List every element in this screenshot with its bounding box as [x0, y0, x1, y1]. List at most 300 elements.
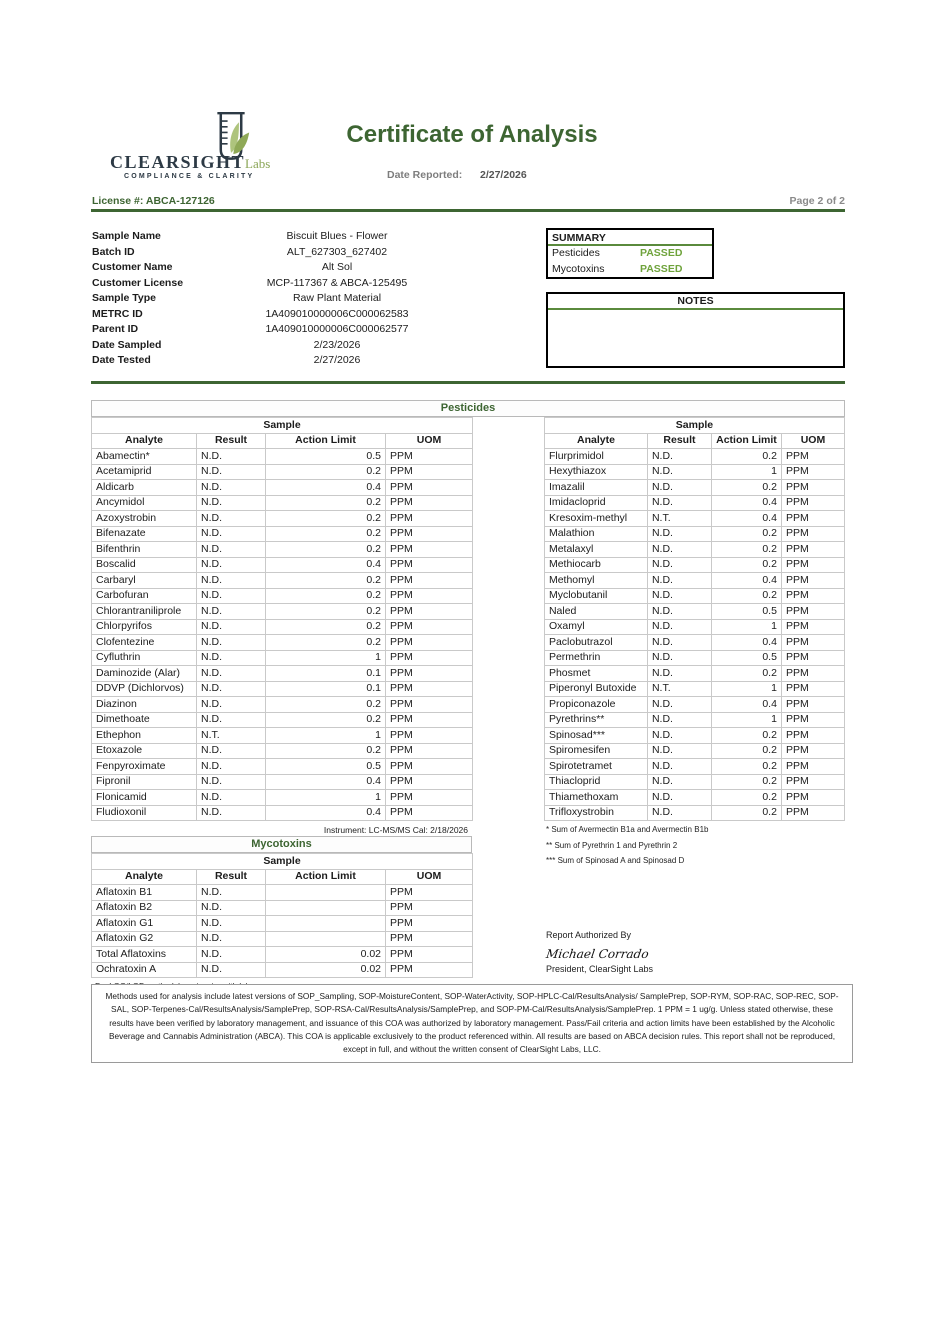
table-row: [544, 728, 844, 744]
result-cell: N.D.: [197, 681, 266, 697]
action-limit-cell: 0.4: [711, 511, 781, 527]
result-cell: N.D.: [197, 947, 266, 963]
analyte-cell: Bifenthrin: [92, 542, 197, 558]
analyte-cell: Flurprimidol: [544, 449, 647, 465]
action-limit-cell: 0.2: [266, 588, 386, 604]
analyte-cell: Propiconazole: [544, 697, 647, 713]
pesticides-table-left: [91, 417, 473, 821]
uom-cell: PPM: [386, 495, 473, 511]
table-row: [92, 916, 473, 932]
table-row: [544, 619, 844, 635]
table-row: [92, 480, 473, 496]
result-cell: N.D.: [197, 743, 266, 759]
sample-header: Sample: [544, 418, 844, 434]
uom-cell: PPM: [781, 619, 844, 635]
result-cell: N.D.: [197, 650, 266, 666]
result-cell: N.D.: [647, 728, 711, 744]
result-cell: N.D.: [647, 619, 711, 635]
action-limit-cell: 1: [711, 712, 781, 728]
table-row: [544, 666, 844, 682]
analyte-cell: Aflatoxin B2: [92, 900, 197, 916]
table-row: [544, 526, 844, 542]
notes-title: NOTES: [548, 294, 843, 310]
summary-row: [548, 262, 712, 278]
action-limit-cell: 0.4: [266, 774, 386, 790]
info-label: Date Tested: [92, 354, 151, 366]
uom-cell: PPM: [781, 449, 844, 465]
analyte-cell: Ochratoxin A: [92, 962, 197, 978]
table-row: [92, 557, 473, 573]
table-row: [92, 511, 473, 527]
analyte-cell: Ancymidol: [92, 495, 197, 511]
uom-cell: PPM: [781, 697, 844, 713]
uom-cell: PPM: [386, 759, 473, 775]
table-row: [92, 588, 473, 604]
action-limit-cell: 0.2: [711, 542, 781, 558]
analyte-cell: Oxamyl: [544, 619, 647, 635]
result-cell: N.D.: [197, 774, 266, 790]
table-row: [544, 805, 844, 821]
uom-cell: PPM: [781, 759, 844, 775]
result-cell: N.D.: [197, 697, 266, 713]
analyte-cell: Spirotetramet: [544, 759, 647, 775]
table-row: [544, 650, 844, 666]
analyte-cell: Naled: [544, 604, 647, 620]
sample-header: Sample: [92, 418, 473, 434]
action-limit-cell: 0.2: [266, 464, 386, 480]
analyte-cell: Malathion: [544, 526, 647, 542]
table-row: [92, 774, 473, 790]
result-cell: N.D.: [647, 712, 711, 728]
uom-cell: PPM: [781, 666, 844, 682]
pesticides-instrument-note: Instrument: LC-MS/MS Cal: 2/18/2026: [323, 825, 468, 835]
action-limit-cell: 0.4: [266, 805, 386, 821]
table-row: [92, 650, 473, 666]
notes-box: [546, 292, 845, 368]
uom-cell: PPM: [781, 635, 844, 651]
column-header-analyte: Analyte: [92, 869, 197, 885]
analyte-cell: Imidacloprid: [544, 495, 647, 511]
uom-cell: PPM: [386, 666, 473, 682]
action-limit-cell: 0.4: [266, 480, 386, 496]
info-row: [92, 229, 472, 245]
table-row: [92, 743, 473, 759]
action-limit-cell: [266, 931, 386, 947]
table-row: [544, 774, 844, 790]
table-row: [544, 790, 844, 806]
action-limit-cell: 0.2: [711, 480, 781, 496]
analyte-cell: Flonicamid: [92, 790, 197, 806]
table-row: [92, 464, 473, 480]
analyte-cell: Carbofuran: [92, 588, 197, 604]
action-limit-cell: 0.2: [266, 495, 386, 511]
analyte-cell: Carbaryl: [92, 573, 197, 589]
result-cell: N.D.: [197, 900, 266, 916]
uom-cell: PPM: [386, 931, 473, 947]
result-cell: N.D.: [197, 557, 266, 573]
analyte-cell: Aldicarb: [92, 480, 197, 496]
uom-cell: PPM: [781, 557, 844, 573]
uom-cell: PPM: [386, 885, 473, 901]
column-header-analyte: Analyte: [92, 433, 197, 449]
action-limit-cell: 1: [711, 681, 781, 697]
table-row: [544, 511, 844, 527]
uom-cell: PPM: [781, 728, 844, 744]
info-row: [92, 307, 472, 323]
action-limit-cell: 0.2: [266, 712, 386, 728]
result-cell: N.D.: [197, 480, 266, 496]
analyte-cell: Myclobutanil: [544, 588, 647, 604]
uom-cell: PPM: [781, 480, 844, 496]
result-cell: N.D.: [197, 526, 266, 542]
info-label: Customer License: [92, 276, 184, 289]
result-cell: N.D.: [197, 666, 266, 682]
action-limit-cell: 0.4: [266, 557, 386, 573]
table-row: [544, 449, 844, 465]
column-header-uom: UOM: [386, 869, 473, 885]
action-limit-cell: 0.2: [266, 743, 386, 759]
analyte-cell: Cyfluthrin: [92, 650, 197, 666]
uom-cell: PPM: [781, 588, 844, 604]
page-title: Certificate of Analysis: [346, 121, 598, 148]
table-row: [92, 604, 473, 620]
table-row: [544, 604, 844, 620]
result-cell: N.D.: [647, 588, 711, 604]
status-badge: PASSED: [640, 262, 683, 275]
info-value: Alt Sol: [321, 261, 353, 273]
action-limit-cell: 0.2: [266, 542, 386, 558]
logo-name: CLEARSIGHT: [110, 152, 246, 172]
analyte-cell: Trifloxystrobin: [544, 805, 647, 821]
analyte-cell: Methiocarb: [544, 557, 647, 573]
action-limit-cell: 0.2: [711, 449, 781, 465]
uom-cell: PPM: [781, 604, 844, 620]
info-label: METRC ID: [92, 307, 143, 320]
result-cell: N.D.: [197, 712, 266, 728]
summary-row: [548, 246, 712, 262]
column-header-uom: UOM: [781, 433, 844, 449]
info-row: [92, 353, 472, 369]
column-header-result: Result: [197, 869, 266, 885]
result-cell: N.D.: [197, 805, 266, 821]
analyte-cell: Total Aflatoxins: [92, 947, 197, 963]
result-cell: N.D.: [647, 480, 711, 496]
result-cell: N.D.: [197, 962, 266, 978]
pesticides-title: Pesticides: [91, 400, 845, 417]
summary-title: SUMMARY: [548, 230, 712, 246]
analyte-cell: Aflatoxin G2: [92, 931, 197, 947]
action-limit-cell: 0.4: [711, 495, 781, 511]
info-value: 1A409010000006C000062583: [265, 307, 409, 320]
action-limit-cell: 0.2: [266, 573, 386, 589]
uom-cell: PPM: [386, 712, 473, 728]
footnote: ** Sum of Pyrethrin 1 and Pyrethrin 2: [546, 840, 678, 850]
uom-cell: PPM: [781, 573, 844, 589]
analyte-cell: Aflatoxin G1: [92, 916, 197, 932]
table-row: [92, 728, 473, 744]
result-cell: N.D.: [197, 916, 266, 932]
info-label: Date Sampled: [92, 338, 162, 351]
column-header-action-limit: Action Limit: [266, 433, 386, 449]
methods-disclaimer: Methods used for analysis include latest versions of SOP_Sampling, SOP-MoistureContent, SOP-WaterActivity, SOP-HPLC-Cal/ResultsAnalysis/ SamplePrep, SOP-RYM, SOP-RAC, SOP-REC, SOP-SAL, SOP-Terpenes-Cal/ResultsAnalysis/SamplePrep, SOP-RSA-Cal/ResultsAnalysis/SamplePrep, and SOP-PM-Cal/ResultsAnalysis/SamplePrep. 1 PPM = 1 ug/g. Unless stated otherwise, these results have been verified by laboratory management, and issuance of this COA was authorized by laboratory management. Pass/Fail criteria and action limits have been established by the Alcoholic Beverage and Cannabis Administration (ABCA). This COA is applicable exclusively to the product referenced within. All results are based on ABCA decision rules. This report shall not be reproduced, except in full, and without the written consent of ClearSight Labs, LLC.: [91, 984, 853, 1063]
info-value: MCP-117367 & ABCA-125495: [266, 276, 408, 289]
result-cell: N.D.: [197, 495, 266, 511]
table-row: [544, 743, 844, 759]
result-cell: N.D.: [647, 790, 711, 806]
uom-cell: PPM: [386, 790, 473, 806]
logo-suffix: Labs: [245, 156, 271, 171]
table-row: [544, 588, 844, 604]
analyte-cell: Metalaxyl: [544, 542, 647, 558]
action-limit-cell: 0.2: [266, 526, 386, 542]
action-limit-cell: 0.2: [711, 743, 781, 759]
action-limit-cell: 0.2: [711, 526, 781, 542]
action-limit-cell: 0.02: [266, 947, 386, 963]
page-number: Page 2 of 2: [789, 195, 845, 207]
action-limit-cell: 0.2: [711, 728, 781, 744]
uom-cell: PPM: [386, 774, 473, 790]
table-row: [92, 805, 473, 821]
result-cell: N.D.: [197, 619, 266, 635]
action-limit-cell: 0.2: [711, 774, 781, 790]
uom-cell: PPM: [781, 464, 844, 480]
pesticides-section: [91, 400, 845, 837]
table-row: [544, 681, 844, 697]
analyte-cell: Dimethoate: [92, 712, 197, 728]
analyte-cell: Spinosad***: [544, 728, 647, 744]
table-row: [92, 542, 473, 558]
uom-cell: PPM: [386, 743, 473, 759]
result-cell: N.D.: [197, 573, 266, 589]
result-cell: N.D.: [647, 666, 711, 682]
summary-test-label: Mycotoxins: [552, 262, 605, 275]
table-row: [92, 759, 473, 775]
column-header-result: Result: [647, 433, 711, 449]
action-limit-cell: 0.2: [711, 759, 781, 775]
uom-cell: PPM: [386, 573, 473, 589]
sample-header: Sample: [92, 854, 473, 870]
mycotoxins-table: [91, 853, 473, 978]
action-limit-cell: 0.2: [266, 635, 386, 651]
uom-cell: PPM: [386, 916, 473, 932]
result-cell: N.D.: [197, 588, 266, 604]
column-header-uom: UOM: [386, 433, 473, 449]
status-badge: PASSED: [640, 247, 683, 259]
action-limit-cell: 0.2: [711, 666, 781, 682]
table-row: [544, 635, 844, 651]
analyte-cell: Thiamethoxam: [544, 790, 647, 806]
table-row: [92, 900, 473, 916]
uom-cell: PPM: [386, 947, 473, 963]
authorized-by-label: Report Authorized By: [546, 930, 632, 940]
action-limit-cell: 0.2: [711, 588, 781, 604]
action-limit-cell: 1: [266, 728, 386, 744]
analyte-cell: Spiromesifen: [544, 743, 647, 759]
analyte-cell: Permethrin: [544, 650, 647, 666]
analyte-cell: Chlorantraniliprole: [92, 604, 197, 620]
action-limit-cell: 0.5: [711, 650, 781, 666]
table-row: [92, 931, 473, 947]
license-number: License #: ABCA-127126: [92, 195, 215, 207]
result-cell: N.D.: [647, 573, 711, 589]
table-row: [92, 947, 473, 963]
uom-cell: PPM: [386, 805, 473, 821]
action-limit-cell: 0.5: [711, 604, 781, 620]
info-label: Sample Type: [92, 292, 156, 304]
table-row: [544, 557, 844, 573]
analyte-cell: Pyrethrins**: [544, 712, 647, 728]
action-limit-cell: [266, 900, 386, 916]
info-row: [92, 322, 472, 338]
uom-cell: PPM: [386, 542, 473, 558]
analyte-cell: Boscalid: [92, 557, 197, 573]
table-row: [544, 712, 844, 728]
uom-cell: PPM: [781, 511, 844, 527]
column-header-result: Result: [197, 433, 266, 449]
action-limit-cell: 1: [711, 464, 781, 480]
date-reported: [387, 169, 527, 181]
result-cell: N.D.: [647, 635, 711, 651]
result-cell: N.D.: [197, 931, 266, 947]
result-cell: N.D.: [647, 805, 711, 821]
action-limit-cell: 0.5: [266, 449, 386, 465]
action-limit-cell: [266, 885, 386, 901]
uom-cell: PPM: [386, 900, 473, 916]
header-divider: [91, 209, 845, 212]
info-value: Biscuit Blues - Flower: [286, 230, 388, 242]
result-cell: N.D.: [647, 604, 711, 620]
action-limit-cell: 0.2: [266, 619, 386, 635]
section-divider: [91, 381, 845, 384]
column-header-action-limit: Action Limit: [266, 869, 386, 885]
table-row: [544, 697, 844, 713]
uom-cell: PPM: [386, 480, 473, 496]
table-row: [92, 573, 473, 589]
analyte-cell: Bifenazate: [92, 526, 197, 542]
uom-cell: PPM: [781, 743, 844, 759]
table-row: [92, 449, 473, 465]
analyte-cell: Piperonyl Butoxide: [544, 681, 647, 697]
analyte-cell: Paclobutrazol: [544, 635, 647, 651]
uom-cell: PPM: [386, 449, 473, 465]
uom-cell: PPM: [781, 712, 844, 728]
table-row: [92, 962, 473, 978]
table-row: [92, 495, 473, 511]
action-limit-cell: 0.2: [711, 805, 781, 821]
action-limit-cell: 0.2: [266, 511, 386, 527]
table-row: [92, 790, 473, 806]
result-cell: N.D.: [197, 885, 266, 901]
uom-cell: PPM: [386, 619, 473, 635]
info-value: Raw Plant Material: [292, 292, 382, 304]
result-cell: N.D.: [197, 464, 266, 480]
result-cell: N.D.: [647, 774, 711, 790]
result-cell: N.D.: [647, 697, 711, 713]
logo-tagline: COMPLIANCE & CLARITY: [124, 173, 255, 180]
uom-cell: PPM: [781, 650, 844, 666]
uom-cell: PPM: [386, 511, 473, 527]
action-limit-cell: [266, 916, 386, 932]
authorization-block: [546, 930, 653, 981]
uom-cell: PPM: [386, 728, 473, 744]
table-row: [92, 697, 473, 713]
action-limit-cell: 0.4: [711, 573, 781, 589]
action-limit-cell: 1: [266, 650, 386, 666]
uom-cell: PPM: [386, 962, 473, 978]
analyte-cell: Hexythiazox: [544, 464, 647, 480]
uom-cell: PPM: [386, 697, 473, 713]
info-label: Batch ID: [92, 245, 135, 258]
action-limit-cell: 0.02: [266, 962, 386, 978]
result-cell: N.D.: [197, 604, 266, 620]
info-value: ALT_627303_627402: [286, 245, 388, 258]
result-cell: N.T.: [197, 728, 266, 744]
uom-cell: PPM: [781, 774, 844, 790]
uom-cell: PPM: [781, 790, 844, 806]
analyte-cell: Phosmet: [544, 666, 647, 682]
uom-cell: PPM: [386, 526, 473, 542]
analyte-cell: Daminozide (Alar): [92, 666, 197, 682]
pesticides-table-right: [544, 417, 845, 821]
table-row: [544, 542, 844, 558]
result-cell: N.D.: [647, 495, 711, 511]
result-cell: N.T.: [647, 681, 711, 697]
summary-box: [546, 228, 714, 279]
info-value: 1A409010000006C000062577: [265, 323, 409, 335]
uom-cell: PPM: [781, 495, 844, 511]
action-limit-cell: 0.1: [266, 681, 386, 697]
result-cell: N.D.: [647, 650, 711, 666]
action-limit-cell: 0.2: [711, 790, 781, 806]
analyte-cell: Imazalil: [544, 480, 647, 496]
uom-cell: PPM: [781, 526, 844, 542]
analyte-cell: Fenpyroximate: [92, 759, 197, 775]
uom-cell: PPM: [781, 681, 844, 697]
uom-cell: PPM: [386, 635, 473, 651]
footnote: * Sum of Avermectin B1a and Avermectin B1b: [546, 825, 709, 834]
info-row: [92, 338, 472, 354]
table-row: [544, 495, 844, 511]
column-header-action-limit: Action Limit: [711, 433, 781, 449]
action-limit-cell: 0.2: [266, 604, 386, 620]
result-cell: N.D.: [197, 790, 266, 806]
info-row: [92, 260, 472, 276]
analyte-cell: Fipronil: [92, 774, 197, 790]
action-limit-cell: 0.2: [711, 557, 781, 573]
analyte-cell: Etoxazole: [92, 743, 197, 759]
pesticides-footnotes: [546, 822, 708, 869]
info-row: [92, 276, 472, 292]
result-cell: N.T.: [647, 511, 711, 527]
result-cell: N.D.: [197, 542, 266, 558]
mycotoxins-title: Mycotoxins: [91, 836, 472, 853]
signature: Michael Corrado: [545, 947, 650, 961]
date-reported-value: 2/27/2026: [480, 169, 527, 181]
analyte-cell: DDVP (Dichlorvos): [92, 681, 197, 697]
table-row: [544, 464, 844, 480]
info-label: Sample Name: [92, 230, 161, 242]
result-cell: N.D.: [647, 449, 711, 465]
analyte-cell: Fludioxonil: [92, 805, 197, 821]
analyte-cell: Acetamiprid: [92, 464, 197, 480]
analyte-cell: Methomyl: [544, 573, 647, 589]
analyte-cell: Kresoxim-methyl: [544, 511, 647, 527]
table-row: [544, 480, 844, 496]
result-cell: N.D.: [197, 511, 266, 527]
analyte-cell: Aflatoxin B1: [92, 885, 197, 901]
table-row: [92, 712, 473, 728]
result-cell: N.D.: [647, 759, 711, 775]
